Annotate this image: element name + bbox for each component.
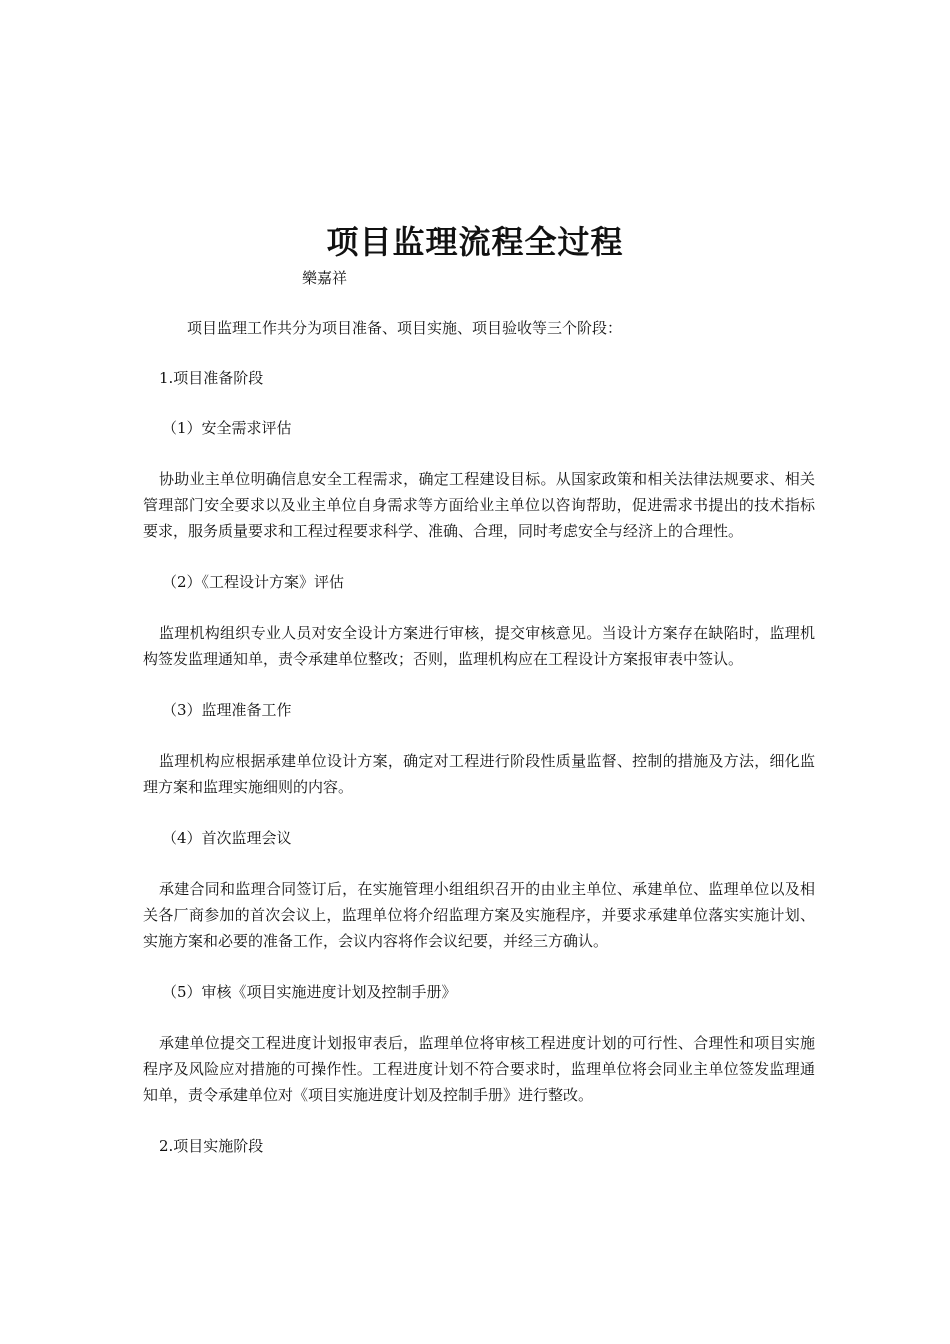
intro-paragraph: 项目监理工作共分为项目准备、项目实施、项目验收等三个阶段： — [187, 319, 623, 337]
section-heading: （3）监理准备工作 — [162, 701, 292, 719]
section-paragraph: 承建单位提交工程进度计划报审表后，监理单位将审核工程进度计划的可行性、合理性和项目实施程序及风险应对措施的可操作性。工程进度计划不符合要求时，监理单位将会同业主单位签发监理通知单，责令承建单位对《项目实施进度计划及控制手册》进行整改。 — [143, 1034, 815, 1104]
section-paragraph: 协助业主单位明确信息安全工程需求，确定工程建设目标。从国家政策和相关法律法规要求、相关管理部门安全要求以及业主单位自身需求等方面给业主单位以咨询帮助，促进需求书提出的技术指标要求，服务质量要求和工程过程要求科学、准确、合理，同时考虑安全与经济上的合理性。 — [143, 470, 815, 540]
document-title: 项目监理流程全过程 — [326, 223, 624, 261]
author-name: 樂嘉祥 — [302, 269, 348, 287]
section-heading: （4）首次监理会议 — [162, 829, 292, 847]
section-heading: （1）安全需求评估 — [162, 419, 292, 437]
stage-heading-implementation: 2.项目实施阶段 — [159, 1137, 264, 1155]
stage-heading-preparation: 1.项目准备阶段 — [159, 369, 264, 387]
section-paragraph: 监理机构应根据承建单位设计方案，确定对工程进行阶段性质量监督、控制的措施及方法，细化监理方案和监理实施细则的内容。 — [143, 752, 815, 796]
section-paragraph: 监理机构组织专业人员对安全设计方案进行审核，提交审核意见。当设计方案存在缺陷时，监理机构签发监理通知单，责令承建单位整改；否则，监理机构应在工程设计方案报审表中签认。 — [143, 624, 815, 668]
section-paragraph: 承建合同和监理合同签订后，在实施管理小组组织召开的由业主单位、承建单位、监理单位以及相关各厂商参加的首次会议上，监理单位将介绍监理方案及实施程序，并要求承建单位落实实施计划、实施方案和必要的准备工作，会议内容将作会议纪要，并经三方确认。 — [143, 880, 815, 950]
document-body — [143, 316, 815, 1184]
section-heading: （2）《工程设计方案》评估 — [162, 573, 345, 591]
section-heading: （5）审核《项目实施进度计划及控制手册》 — [162, 983, 457, 1001]
